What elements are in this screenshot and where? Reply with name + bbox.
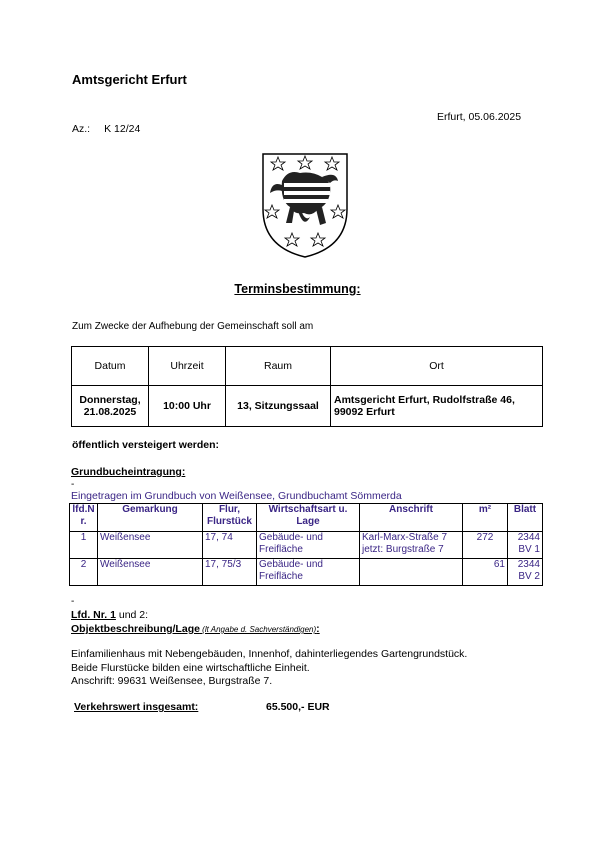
parcel-blatt-line2: BV 2 bbox=[518, 571, 540, 582]
parcel-blatt-line1: 2344 bbox=[517, 559, 540, 570]
document-title: Terminsbestimmung: bbox=[234, 282, 361, 296]
file-reference-label: Az.: bbox=[72, 123, 91, 135]
market-value-amount: 65.500,- EUR bbox=[266, 701, 330, 713]
header-datum: Datum bbox=[72, 347, 149, 386]
parcel-blatt bbox=[508, 559, 543, 586]
appointment-date-value: 21.08.2025 bbox=[83, 406, 137, 418]
appointment-room: 13, Sitzungssaal bbox=[226, 386, 331, 427]
object-description-line2: Beide Flurstücke bilden eine wirtschaftliche Einheit. bbox=[71, 661, 310, 674]
parcel-wirtschaftsart bbox=[257, 559, 360, 586]
appointment-date bbox=[72, 386, 149, 427]
object-heading-colon: : bbox=[316, 623, 320, 635]
parcel-gemarkung: Weißensee bbox=[98, 532, 203, 559]
parcel-anschrift bbox=[360, 532, 463, 559]
place-date: Erfurt, 05.06.2025 bbox=[437, 111, 522, 123]
parcel-blatt-line2: BV 1 bbox=[518, 544, 540, 555]
parcel-blatt bbox=[508, 532, 543, 559]
header-uhrzeit: Uhrzeit bbox=[149, 347, 226, 386]
parcel-gemarkung: Weißensee bbox=[98, 559, 203, 586]
market-value bbox=[74, 701, 330, 713]
land-register-entry: Eingetragen im Grundbuch von Weißensee, Grundbuchamt Sömmerda bbox=[71, 490, 402, 502]
appointment-time: 10:00 Uhr bbox=[149, 386, 226, 427]
auction-statement: öffentlich versteigert werden: bbox=[72, 439, 220, 451]
appointment-place-line1: Amtsgericht Erfurt, Rudolfstraße 46, bbox=[334, 394, 515, 406]
appointment-place bbox=[331, 386, 543, 427]
parcel-wirtschaftsart-line2: Freifläche bbox=[259, 571, 303, 582]
header-anschrift: Anschrift bbox=[360, 504, 463, 532]
appointment-row bbox=[72, 386, 543, 427]
parcel-header-row bbox=[70, 504, 543, 532]
object-heading-label: Objektbeschreibung/Lage bbox=[71, 623, 200, 635]
parcel-wirtschaftsart-line2: Freifläche bbox=[259, 544, 303, 555]
file-reference-value: K 12/24 bbox=[104, 123, 141, 135]
appointment-header-row bbox=[72, 347, 543, 386]
header-wirtschaftsart-line1: Wirtschaftsart u. bbox=[268, 504, 348, 515]
header-wirtschaftsart-line2: Lage bbox=[296, 516, 320, 527]
header-wirtschaftsart bbox=[257, 504, 360, 532]
file-reference bbox=[72, 123, 140, 135]
parcel-nr: 1 bbox=[70, 532, 98, 559]
parcel-anschrift-line1: Karl-Marx-Straße 7 bbox=[362, 532, 448, 543]
appointment-weekday: Donnerstag, bbox=[79, 394, 141, 406]
parcel-row bbox=[70, 532, 543, 559]
bullet-marker: - bbox=[71, 479, 75, 490]
header-flur-line2: Flurstück bbox=[206, 516, 252, 527]
object-description bbox=[71, 648, 467, 689]
parcel-wirtschaftsart-line1: Gebäude- und bbox=[259, 532, 323, 543]
land-register-heading: Grundbucheintragung: bbox=[71, 466, 186, 478]
parcel-flur: 17, 75/3 bbox=[203, 559, 257, 586]
appointment-table bbox=[71, 346, 543, 427]
parcel-anschrift bbox=[360, 559, 463, 586]
parcel-reference-label: Lfd. Nr. 1 bbox=[71, 609, 116, 621]
object-heading-note: (lt Angabe d. Sachverständigen) bbox=[199, 625, 317, 634]
parcel-table bbox=[69, 503, 543, 586]
object-description-line1: Einfamilienhaus mit Nebengebäuden, Innenhof, dahinterliegendes Gartengrundstück. bbox=[71, 648, 468, 660]
parcel-nr: 2 bbox=[70, 559, 98, 586]
header-raum: Raum bbox=[226, 347, 331, 386]
header-ort: Ort bbox=[331, 347, 543, 386]
header-lfd-nr-line2: r. bbox=[80, 516, 87, 527]
parcel-wirtschaftsart-line1: Gebäude- und bbox=[259, 559, 323, 570]
bullet-marker: - bbox=[71, 596, 75, 607]
market-value-label: Verkehrswert insgesamt: bbox=[74, 701, 199, 713]
thuringia-coat-of-arms-icon bbox=[260, 151, 350, 259]
parcel-m2: 61 bbox=[463, 559, 508, 586]
header-gemarkung: Gemarkung bbox=[98, 504, 203, 532]
object-description-line3: Anschrift: 99631 Weißensee, Burgstraße 7. bbox=[71, 675, 273, 687]
header-flur-line1: Flur, bbox=[218, 504, 241, 515]
parcel-reference-rest: und 2: bbox=[115, 609, 149, 621]
object-heading bbox=[71, 623, 320, 635]
parcel-flur: 17, 74 bbox=[203, 532, 257, 559]
parcel-row bbox=[70, 559, 543, 586]
parcel-anschrift-line2: jetzt: Burgstraße 7 bbox=[362, 544, 444, 555]
parcel-blatt-line1: 2344 bbox=[517, 532, 540, 543]
header-blatt: Blatt bbox=[508, 504, 543, 532]
parcel-reference bbox=[71, 609, 148, 621]
header-lfd-nr-line1: lfd.N bbox=[72, 504, 95, 515]
header-flur bbox=[203, 504, 257, 532]
parcel-m2: 272 bbox=[463, 532, 508, 559]
intro-text: Zum Zwecke der Aufhebung der Gemeinschaft soll am bbox=[72, 321, 314, 332]
header-m2: m² bbox=[463, 504, 508, 532]
header-lfd-nr bbox=[70, 504, 98, 532]
appointment-place-line2: 99092 Erfurt bbox=[334, 406, 395, 418]
parcel-wirtschaftsart bbox=[257, 532, 360, 559]
court-name: Amtsgericht Erfurt bbox=[72, 72, 187, 87]
